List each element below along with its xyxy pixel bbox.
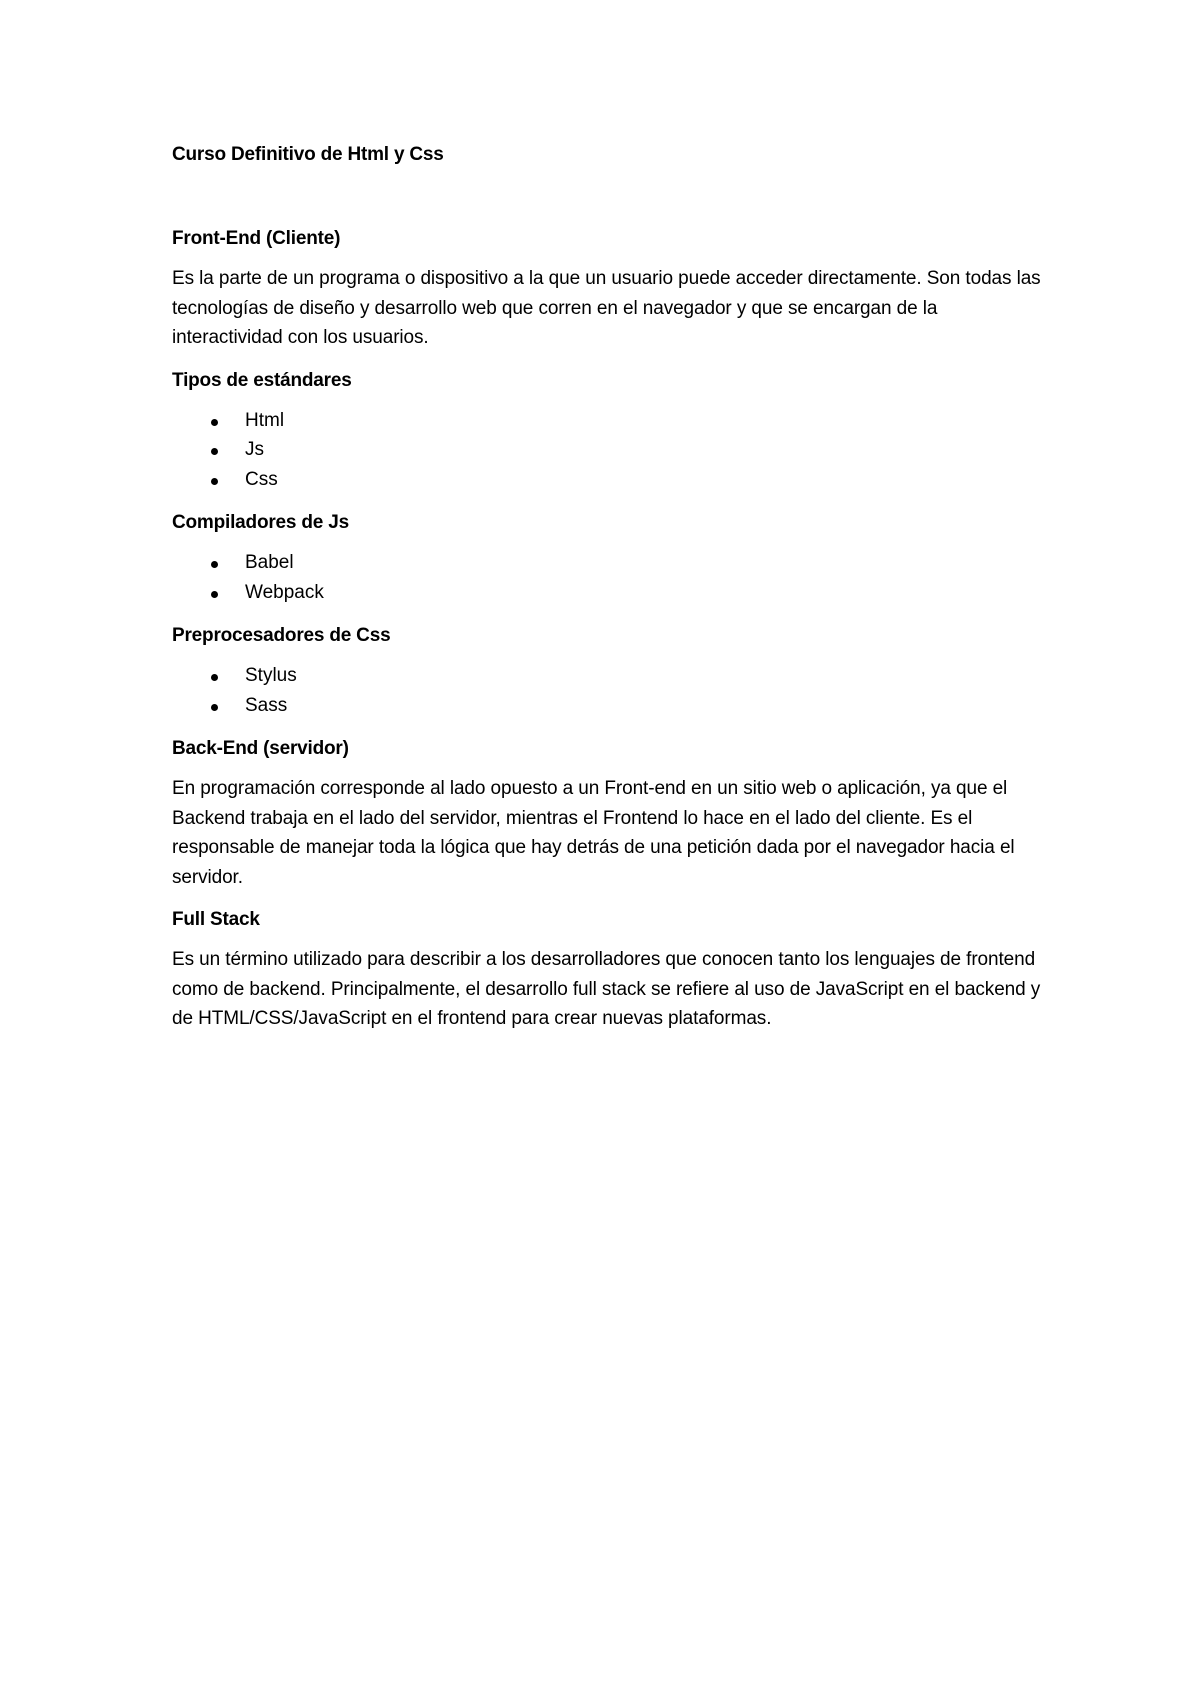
bullet-icon xyxy=(211,591,218,598)
heading-tipos-estandares: Tipos de estándares xyxy=(172,369,352,391)
bullet-icon xyxy=(211,674,218,681)
list-item xyxy=(172,691,1042,721)
list-item-text: Stylus xyxy=(245,665,297,686)
list-item-text: Html xyxy=(245,409,285,431)
list-preprocesadores-css xyxy=(172,661,1042,720)
list-item xyxy=(172,465,1042,495)
list-item-text: Css xyxy=(245,468,278,490)
list-tipos-estandares xyxy=(172,406,1042,495)
paragraph-full-stack: Es un término utilizado para describir a los desarrolladores que conocen tanto los lenguajes de frontend como de backend. Principalmente, el desarrollo full stack se refiere al uso de JavaScript en el backend y de HTML/CSS/JavaScript en el frontend para crear nuevas plataformas. xyxy=(172,949,1041,1029)
document-body xyxy=(172,140,1042,1047)
bullet-icon xyxy=(211,704,218,711)
bullet-icon xyxy=(211,478,218,485)
heading-preprocesadores-css: Preprocesadores de Css xyxy=(172,625,391,646)
list-item-text: Sass xyxy=(245,694,288,716)
list-item xyxy=(172,661,1042,691)
list-item xyxy=(172,578,1042,608)
list-item xyxy=(172,435,1042,465)
heading-full-stack: Full Stack xyxy=(172,909,260,930)
list-item-text: Babel xyxy=(245,552,294,573)
list-item-text: Webpack xyxy=(245,581,324,603)
bullet-icon xyxy=(211,448,218,455)
paragraph-front-end: Es la parte de un programa o dispositivo a la que un usuario puede acceder directamente. Son todas las tecnologías de diseño y desarrollo web que corren en el navegador y que se encargan de la interactividad con los usuarios. xyxy=(172,268,1041,348)
bullet-icon xyxy=(211,419,218,426)
paragraph-back-end: En programación corresponde al lado opuesto a un Front-end en un sitio web o aplicación, ya que el Backend trabaja en el lado del servidor, mientras el Frontend lo hace en el lado del cliente. Es el responsable de manejar toda la lógica que hay detrás de una petición dada por el navegador hacia el servidor. xyxy=(172,778,1015,888)
document-title: Curso Definitivo de Html y Css xyxy=(172,144,444,165)
list-item xyxy=(172,406,1042,436)
list-item xyxy=(172,548,1042,578)
heading-front-end: Front-End (Cliente) xyxy=(172,228,341,249)
list-compiladores-js xyxy=(172,548,1042,607)
bullet-icon xyxy=(211,561,218,568)
list-item-text: Js xyxy=(245,439,264,460)
heading-back-end: Back-End (servidor) xyxy=(172,738,349,759)
heading-compiladores-js: Compiladores de Js xyxy=(172,512,349,533)
